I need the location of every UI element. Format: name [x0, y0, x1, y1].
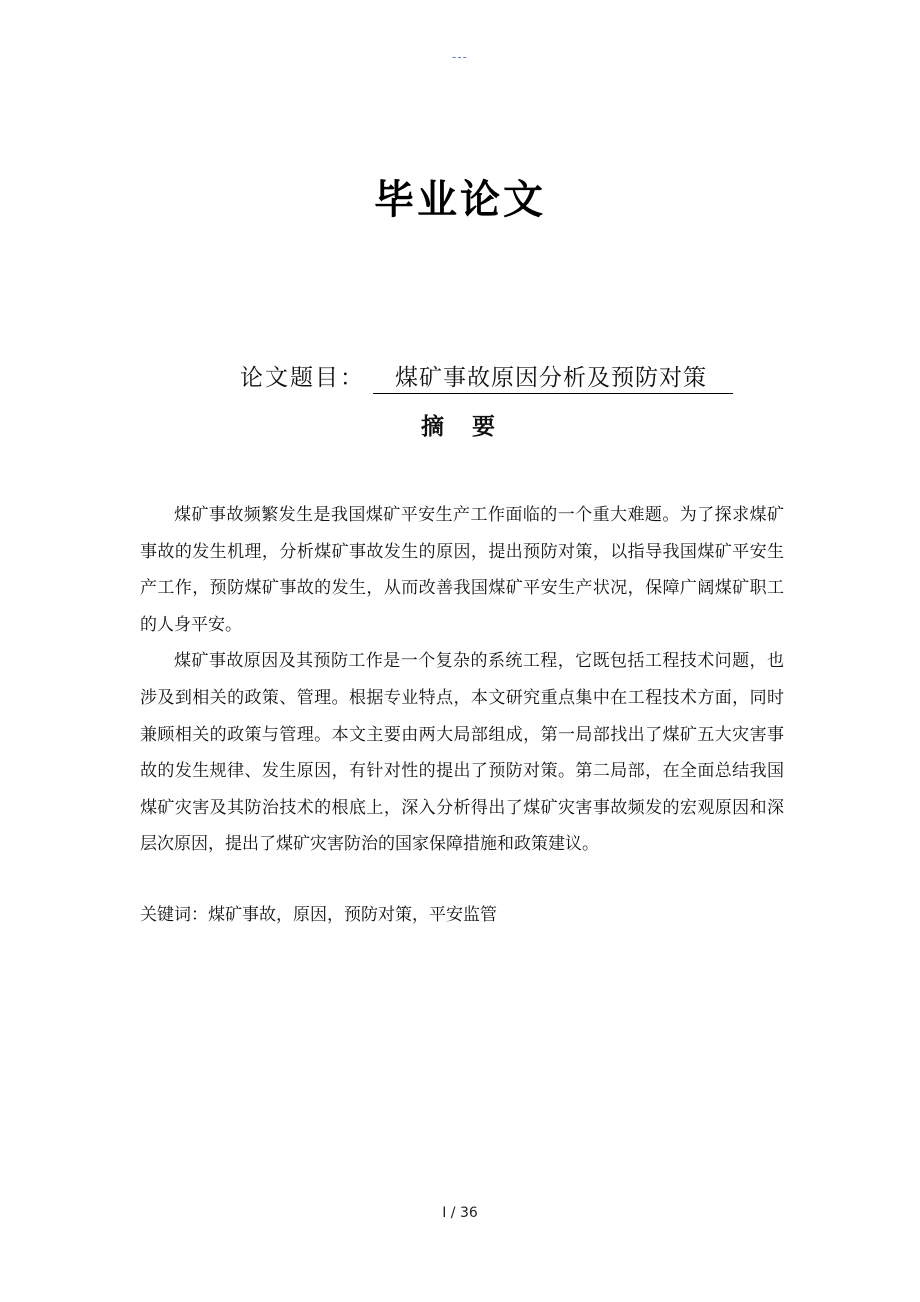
abstract-paragraph: 煤矿事故频繁发生是我国煤矿平安生产工作面临的一个重大难题。为了探求煤矿事故的发生机理，分析煤矿事故发生的原因，提出预防对策，以指导我国煤矿平安生产工作，预防煤矿事故的发生，从而改善我国煤矿平安生产状况，保障广阔煤矿职工的人身平安。 — [140, 505, 784, 635]
document-title: 毕业论文 — [374, 177, 546, 223]
keywords-label: 关键词： — [140, 905, 208, 925]
abstract-paragraph: 煤矿事故原因及其预防工作是一个复杂的系统工程，它既包括工程技术问题，也涉及到相关的政策、管理。根据专业特点，本文研究重点集中在工程技术方面，同时兼顾相关的政策与管理。本文主要由两大局部组成，第一局部找出了煤矿五大灾害事故的发生规律、发生原因，有针对性的提出了预防对策。第二局部，在全面总结我国煤矿灾害及其防治技术的根底上，深入分析得出了煤矿灾害事故频发的宏观原因和深层次原因，提出了煤矿灾害防治的国家保障措施和政策建议。 — [140, 651, 784, 855]
thesis-title-value: 煤矿事故原因分析及预防对策 — [373, 363, 733, 394]
abstract-body — [140, 497, 784, 863]
thesis-title-line — [240, 361, 800, 395]
abstract-heading: 摘 要 — [420, 414, 499, 440]
thesis-title-label: 论文题目： — [240, 365, 365, 391]
page-number: I / 36 — [442, 1205, 478, 1221]
keywords-line — [140, 897, 784, 933]
header-mark: --- — [452, 50, 468, 64]
keywords-value: 煤矿事故，原因，预防对策，平安监管 — [208, 905, 497, 925]
